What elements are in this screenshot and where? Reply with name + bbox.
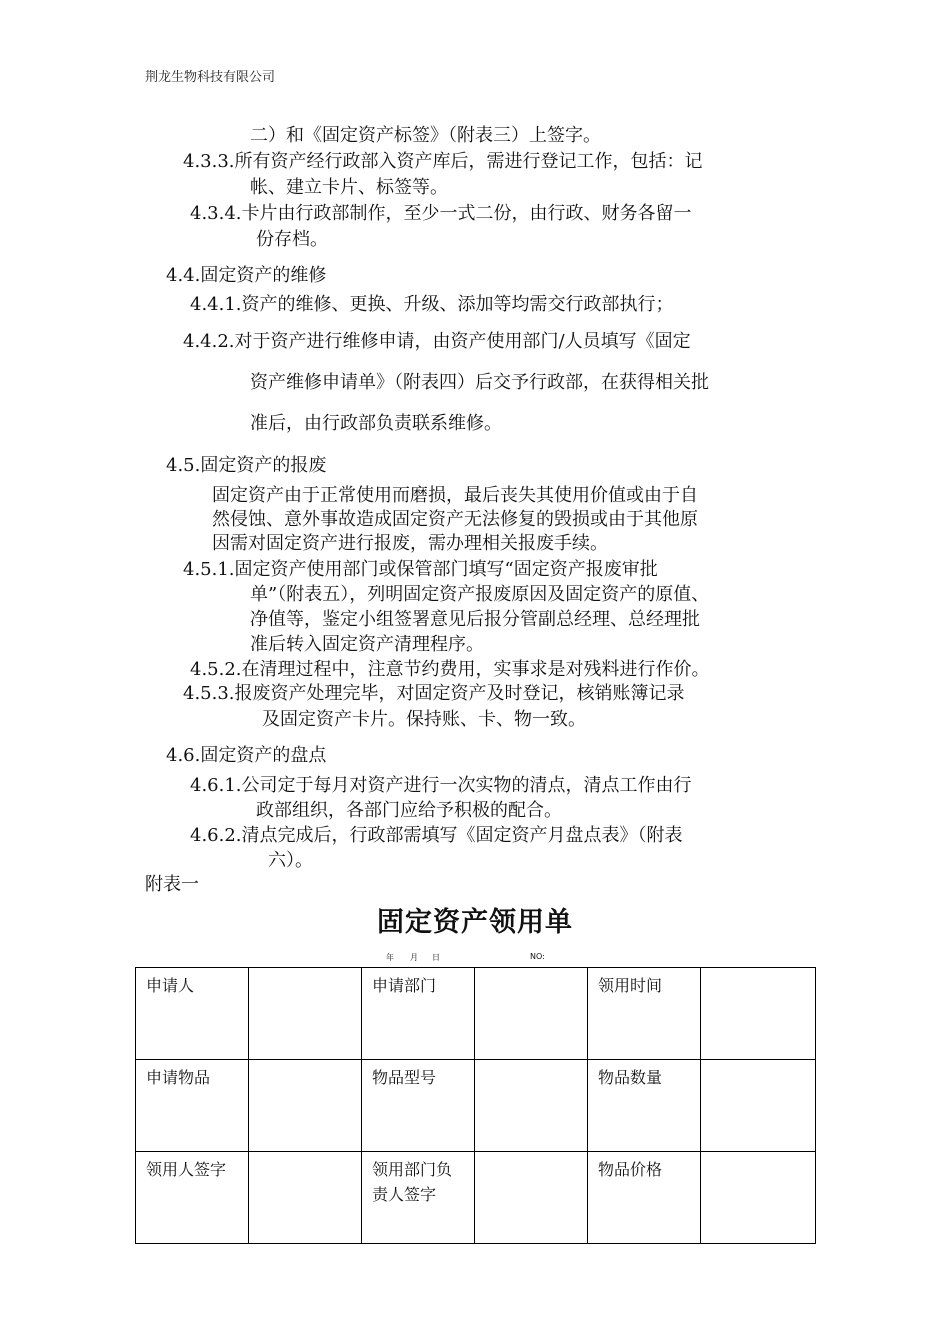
asset-requisition-form: [135, 967, 816, 1244]
body-line: 因需对固定资产进行报废，需办理相关报废手续。: [212, 533, 608, 554]
body-line: 准后转入固定资产清理程序。: [250, 634, 484, 655]
table-row: [136, 1152, 816, 1244]
date-month-label: 月: [410, 953, 418, 962]
body-line: 然侵蚀、意外事故造成固定资产无法修复的毁损或由于其他原: [212, 509, 698, 530]
recipient-signature-value[interactable]: [249, 1152, 362, 1244]
body-line: 份存档。: [256, 229, 328, 250]
recipient-signature-label: 领用人签字: [136, 1152, 249, 1244]
table-row: [136, 1060, 816, 1152]
body-line: 二）和《固定资产标签》（附表三）上签字。: [250, 125, 601, 146]
dept-head-signature-value[interactable]: [475, 1152, 588, 1244]
clause-4-3-3: 4.3.3.所有资产经行政部入资产库后，需进行登记工作，包括：记: [183, 151, 703, 172]
section-4-5-heading: 4.5.固定资产的报废: [166, 455, 327, 476]
price-label: 物品价格: [588, 1152, 701, 1244]
clause-4-5-3: 4.5.3.报废资产处理完毕，对固定资产及时登记，核销账簿记录: [183, 683, 685, 704]
form-number-label: NO:: [530, 952, 545, 961]
applicant-label: 申请人: [136, 968, 249, 1060]
clause-4-6-1: 4.6.1.公司定于每月对资产进行一次实物的清点，清点工作由行: [190, 775, 692, 796]
model-value[interactable]: [475, 1060, 588, 1152]
section-4-4-heading: 4.4.固定资产的维修: [166, 265, 327, 286]
company-header: 荆龙生物科技有限公司: [145, 70, 276, 85]
requisition-time-value[interactable]: [701, 968, 816, 1060]
clause-4-4-2: 4.4.2.对于资产进行维修申请，由资产使用部门/人员填写《固定: [183, 331, 691, 352]
body-line: 政部组织，各部门应给予积极的配合。: [256, 800, 562, 821]
clause-4-5-2: 4.5.2.在清理过程中，注意节约费用，实事求是对残料进行作价。: [190, 659, 710, 680]
table-row: [136, 968, 816, 1060]
body-line: 资产维修申请单》（附表四）后交予行政部，在获得相关批: [250, 372, 709, 393]
clause-4-3-4: 4.3.4.卡片由行政部制作，至少一式二份，由行政、财务各留一: [190, 203, 692, 224]
form-title: 固定资产领用单: [377, 907, 573, 938]
body-line: 固定资产由于正常使用而磨损，最后丧失其使用价值或由于自: [212, 485, 698, 506]
quantity-label: 物品数量: [588, 1060, 701, 1152]
clause-4-4-1: 4.4.1.资产的维修、更换、升级、添加等均需交行政部执行；: [190, 294, 674, 315]
item-label: 申请物品: [136, 1060, 249, 1152]
date-year-label: 年: [386, 953, 394, 962]
body-line: 净值等，鉴定小组签署意见后报分管副总经理、总经理批: [250, 609, 700, 630]
clause-4-5-1: 4.5.1.固定资产使用部门或保管部门填写“固定资产报废审批: [183, 559, 658, 580]
requisition-time-label: 领用时间: [588, 968, 701, 1060]
price-value[interactable]: [701, 1152, 816, 1244]
clause-4-6-2: 4.6.2.清点完成后，行政部需填写《固定资产月盘点表》（附表: [190, 825, 683, 846]
dept-head-signature-label: 领用部门负责人签字: [362, 1152, 475, 1244]
body-line: 及固定资产卡片。保持账、卡、物一致。: [262, 709, 586, 730]
body-line: 单”（附表五），列明固定资产报废原因及固定资产的原值、: [250, 584, 710, 605]
item-value[interactable]: [249, 1060, 362, 1152]
department-value[interactable]: [475, 968, 588, 1060]
quantity-value[interactable]: [701, 1060, 816, 1152]
applicant-value[interactable]: [249, 968, 362, 1060]
appendix-label: 附表一: [145, 874, 199, 895]
section-4-6-heading: 4.6.固定资产的盘点: [166, 745, 327, 766]
body-line: 六）。: [268, 850, 313, 871]
date-day-label: 日: [432, 953, 440, 962]
body-line: 准后，由行政部负责联系维修。: [250, 413, 502, 434]
body-line: 帐、建立卡片、标签等。: [250, 177, 448, 198]
model-label: 物品型号: [362, 1060, 475, 1152]
department-label: 申请部门: [362, 968, 475, 1060]
